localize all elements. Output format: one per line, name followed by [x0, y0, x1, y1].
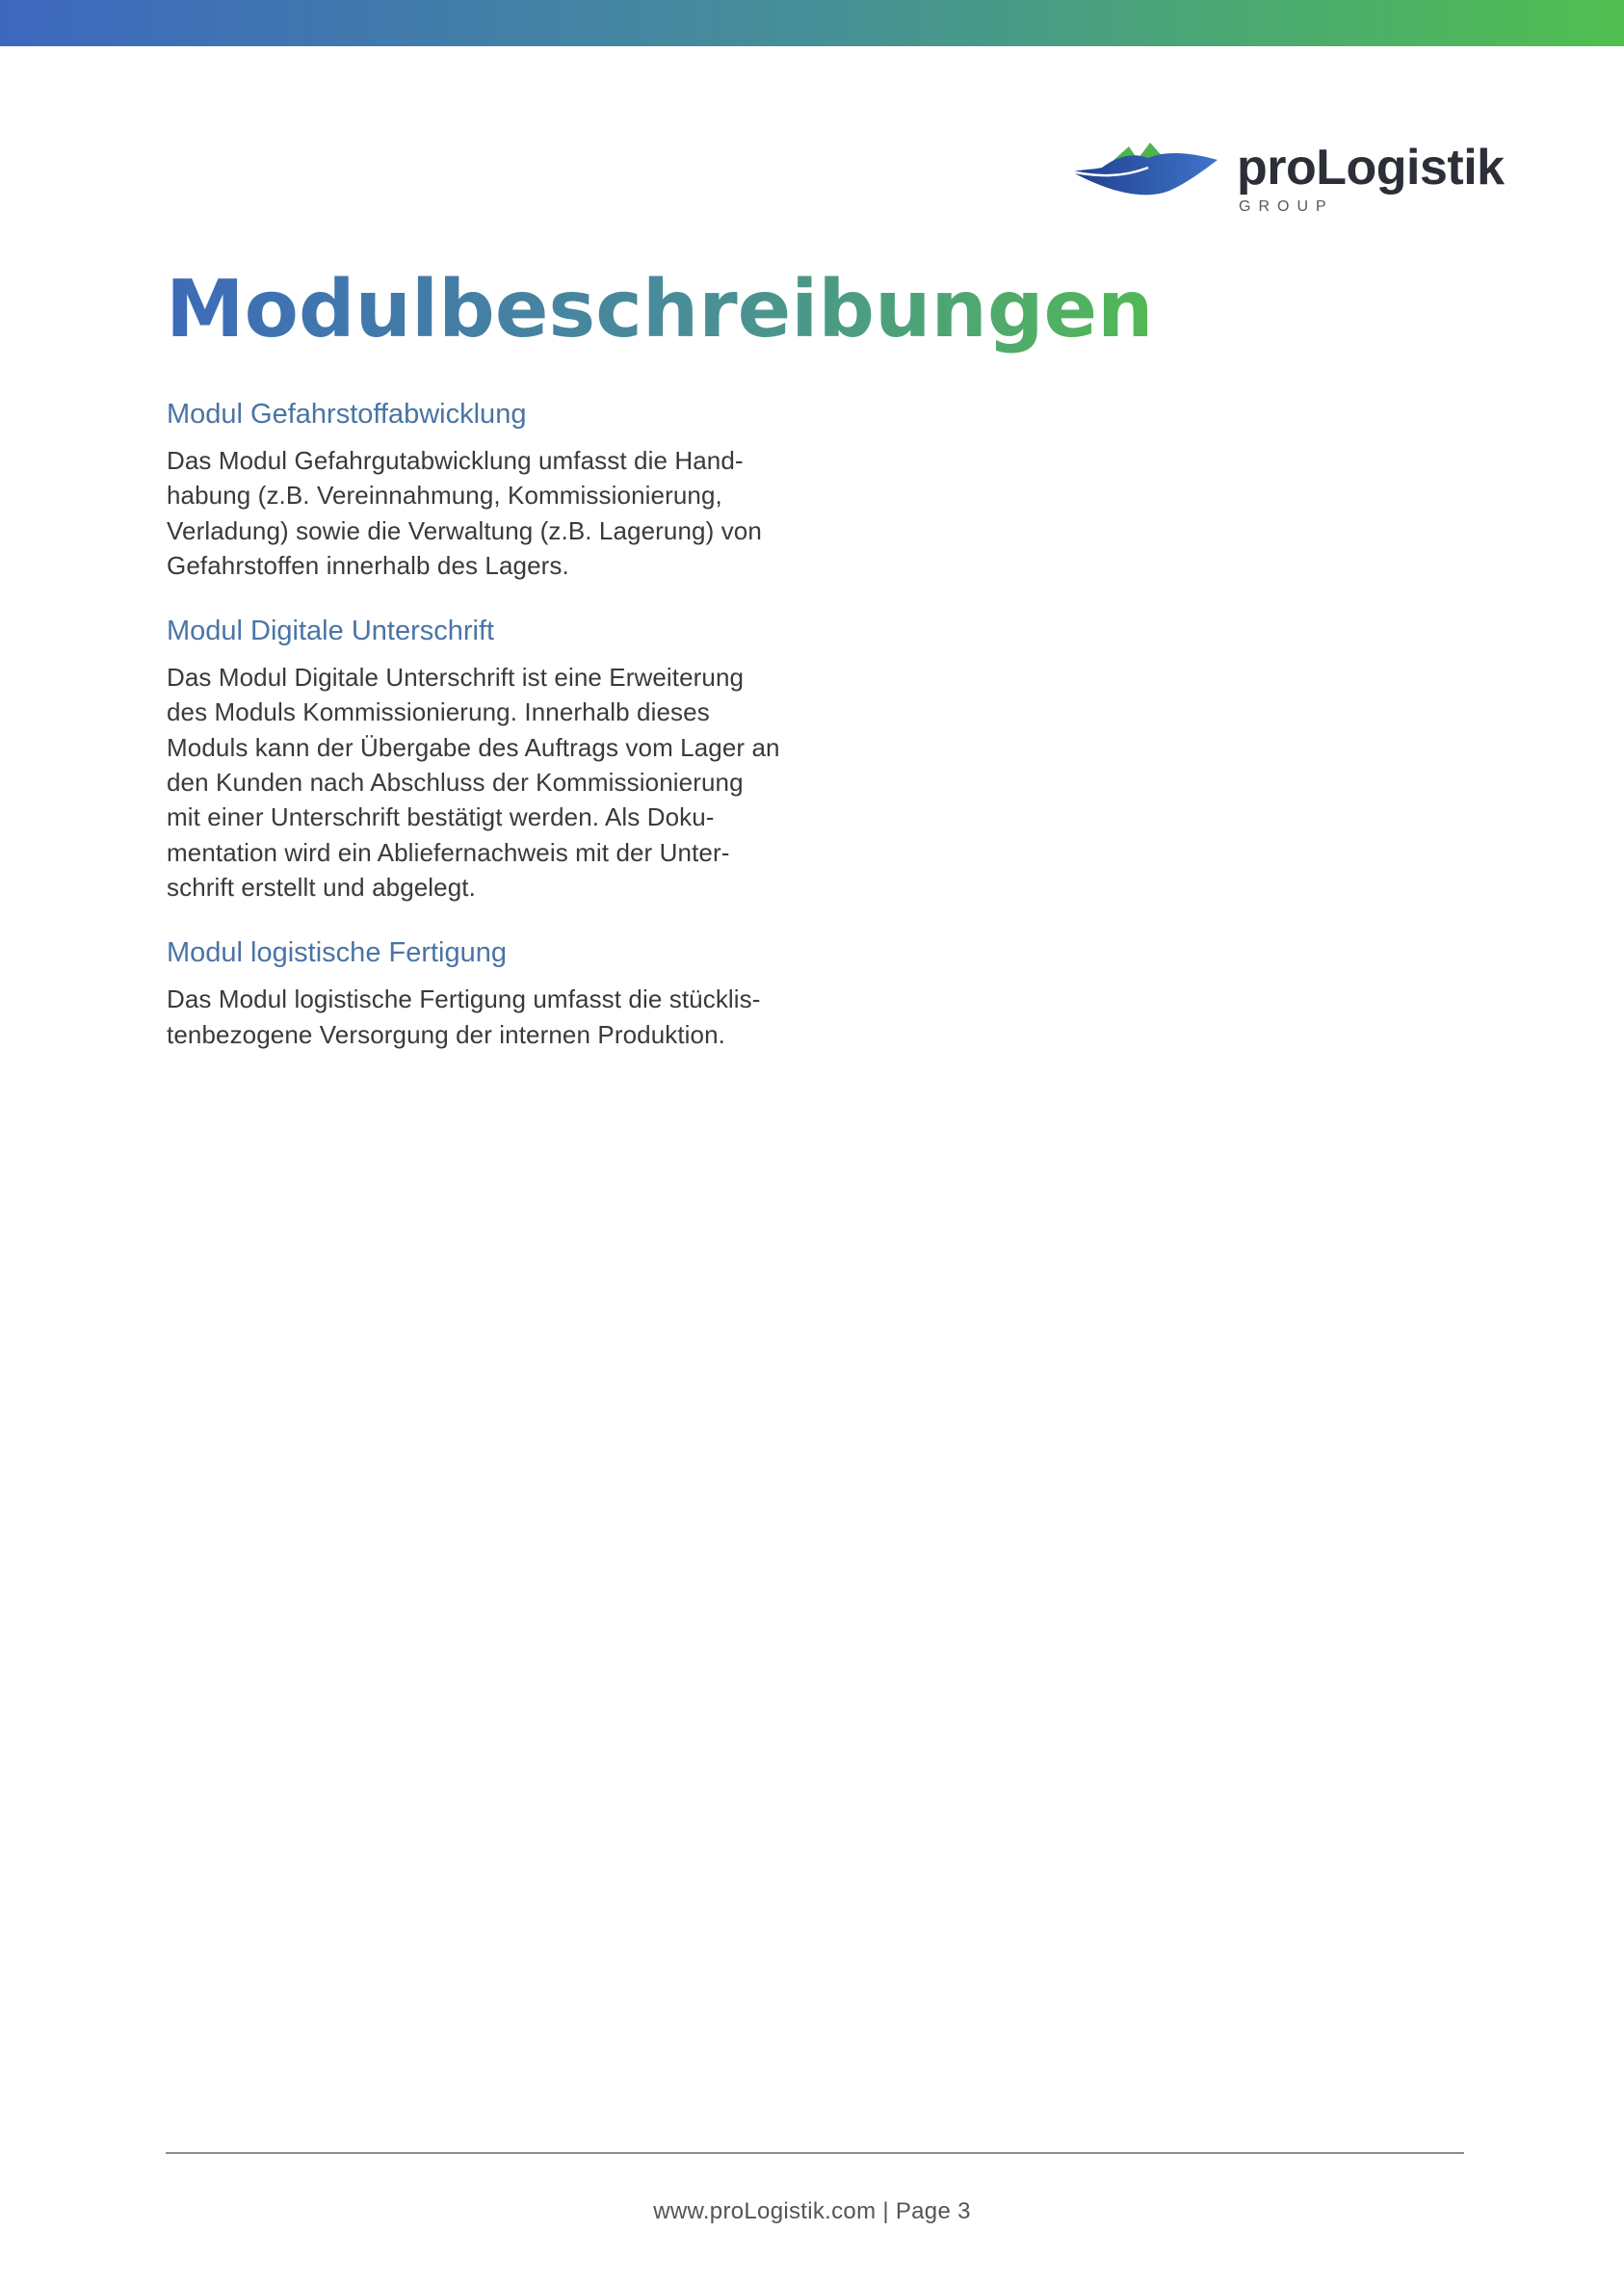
section-logistic-manufacturing: [167, 932, 822, 1052]
module-descriptions: [167, 393, 822, 1079]
body-line: den Kunden nach Abschluss der Kommissionierung: [167, 768, 744, 798]
body-line: mit einer Unterschrift bestätigt werden. Als Doku-: [167, 802, 715, 832]
body-line: Das Modul Gefahrgutabwicklung umfasst die Hand-: [167, 446, 744, 475]
body-line: Das Modul logistische Fertigung umfasst die stücklis-: [167, 984, 761, 1014]
company-logo: [1069, 133, 1505, 229]
section-body: [167, 443, 822, 583]
section-heading: Modul Digitale Unterschrift: [167, 616, 495, 647]
body-line: schrift erstellt und abgelegt.: [167, 872, 476, 902]
section-heading: Modul Gefahrstoffabwicklung: [167, 399, 527, 430]
body-line: tenbezogene Versorgung der internen Produktion.: [167, 1019, 726, 1049]
section-digital-signature: [167, 610, 822, 905]
page-title: Modulbeschreibungen: [166, 262, 1154, 358]
top-gradient-bar: [0, 0, 1624, 46]
logo-subtext: GROUP: [1239, 198, 1334, 215]
body-line: Das Modul Digitale Unterschrift ist eine Erweiterung: [167, 663, 745, 693]
body-line: habung (z.B. Vereinnahmung, Kommissionierung,: [167, 481, 722, 511]
body-line: Gefahrstoffen innerhalb des Lagers.: [167, 550, 569, 580]
body-line: Verladung) sowie die Verwaltung (z.B. Lagerung) von: [167, 515, 762, 545]
section-body: [167, 982, 822, 1052]
section-hazardous-materials: [167, 393, 822, 583]
section-body: [167, 660, 822, 905]
body-line: Moduls kann der Übergabe des Auftrags vom Lager an: [167, 732, 780, 762]
body-line: des Moduls Kommissionierung. Innerhalb dieses: [167, 697, 710, 727]
footer-divider: [166, 2152, 1464, 2154]
logo-wave-icon: [1069, 139, 1223, 200]
section-heading: Modul logistische Fertigung: [167, 937, 508, 969]
logo-wordmark: proLogistik: [1237, 140, 1505, 196]
body-line: mentation wird ein Abliefernachweis mit der Unter-: [167, 837, 730, 867]
footer-text: www.proLogistik.com | Page 3: [653, 2198, 971, 2224]
